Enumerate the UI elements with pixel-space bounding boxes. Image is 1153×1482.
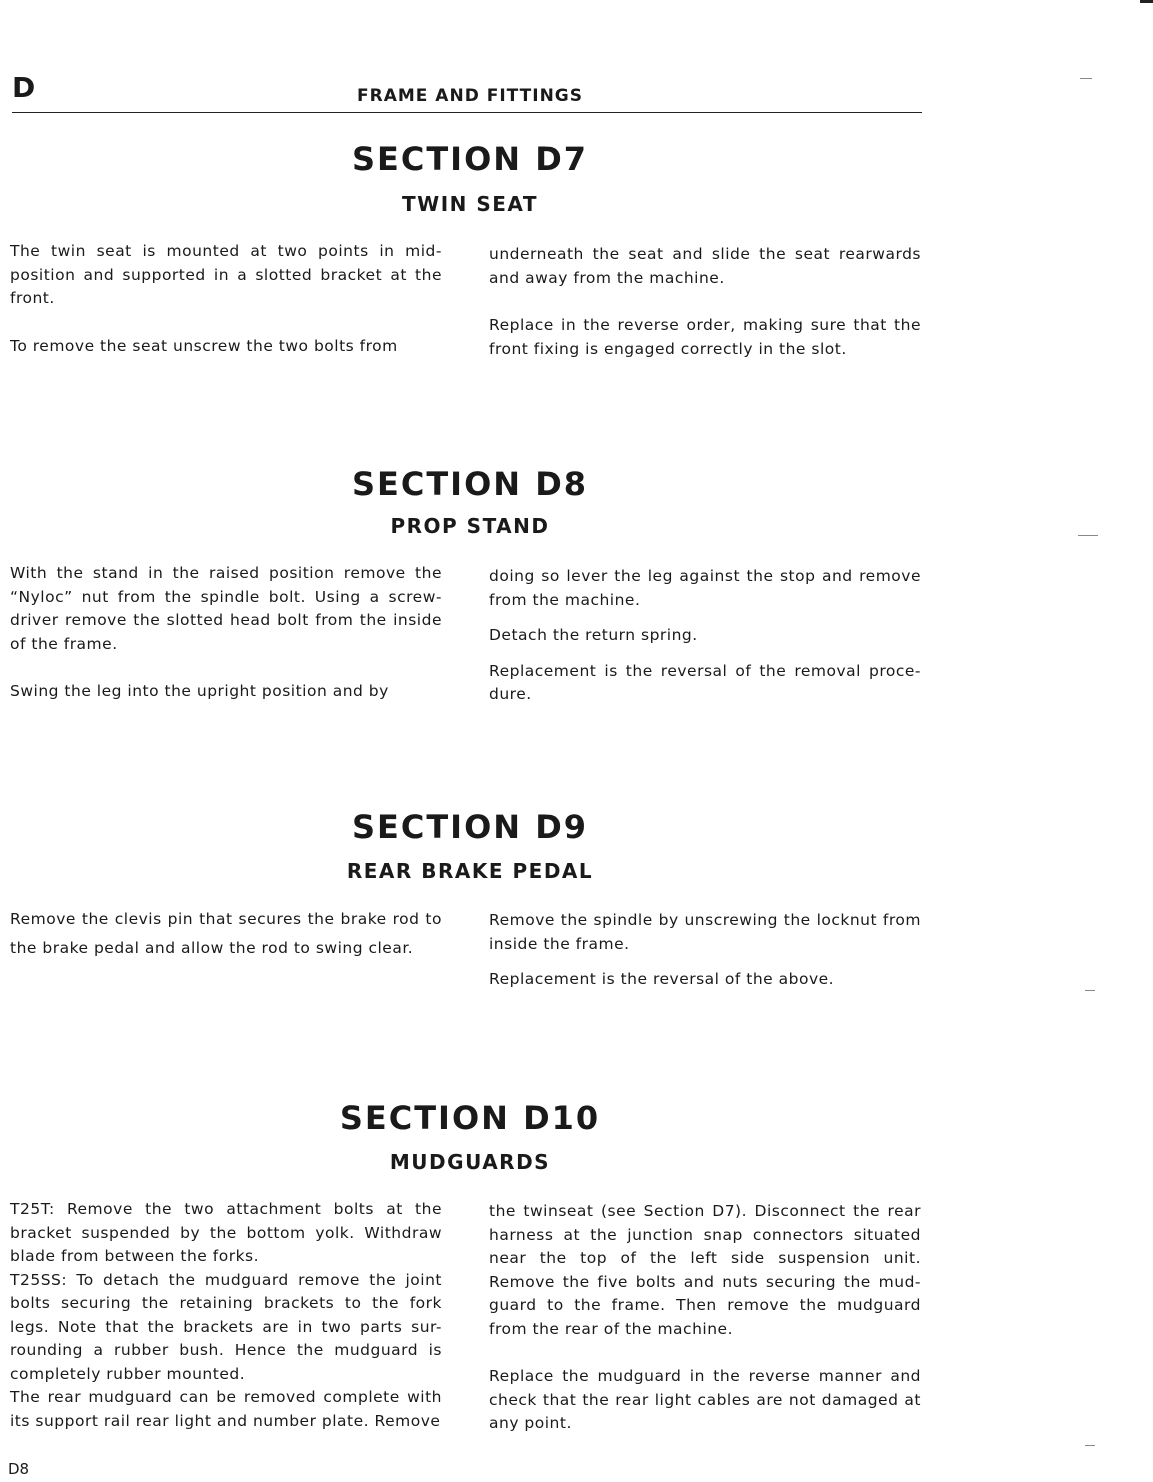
section-d8-right-column — [489, 565, 921, 707]
section-d10-left-column — [10, 1198, 442, 1433]
scan-mark — [1085, 990, 1095, 991]
section-d10-right-column — [489, 1200, 921, 1436]
paragraph: T25T: Remove the two attachment bolts at the bracket suspended by the bottom yolk. Withdraw blade from between the forks. — [10, 1200, 442, 1265]
section-d7-right-column — [489, 243, 921, 361]
section-d7-left-column — [10, 240, 442, 358]
section-d10-title: SECTION D10 — [339, 1099, 601, 1137]
section-d8-subtitle: PROP STAND — [390, 514, 550, 538]
paragraph: the twinseat (see Section D7). Disconnect the rear harness at the junction snap connectors situated near the top of the left side suspension unit. Remove the five bolts and nuts securing the mud-guard to the frame. Then remove the mudguard from the rear of the machine. — [489, 1202, 921, 1338]
paragraph: Remove the spindle by unscrewing the locknut from inside the frame. — [489, 911, 921, 953]
section-d8-title: SECTION D8 — [351, 465, 589, 503]
paragraph: With the stand in the raised position remove the “Nyloc” nut from the spindle bolt. Using a screw-driver remove the slotted head bolt from the inside of the frame. — [10, 564, 442, 653]
section-d9-title: SECTION D9 — [351, 808, 589, 846]
chapter-letter: D — [12, 71, 36, 104]
section-d7-subtitle: TWIN SEAT — [402, 192, 538, 216]
section-d7-title: SECTION D7 — [351, 140, 589, 178]
scan-mark — [1078, 535, 1098, 536]
paragraph: T25SS: To detach the mudguard remove the joint bolts securing the retaining brackets to the fork legs. Note that the brackets are in two parts sur-rounding a rubber bush. Hence the mudguard is completely rubber mounted. — [10, 1270, 442, 1383]
paragraph: The rear mudguard can be removed complete with its support rail rear light and number plate. Remove — [10, 1388, 442, 1430]
paragraph: Replace the mudguard in the reverse manner and check that the rear light cables are not damaged at any point. — [489, 1367, 921, 1432]
scan-mark — [1140, 0, 1153, 3]
paragraph: To remove the seat unscrew the two bolts from — [10, 336, 398, 355]
paragraph: underneath the seat and slide the seat rearwards and away from the machine. — [489, 245, 921, 287]
paragraph: Swing the leg into the upright position and by — [10, 682, 389, 700]
paragraph: Detach the return spring. — [489, 626, 698, 644]
paragraph: Replacement is the reversal of the above. — [489, 970, 835, 988]
paragraph: The twin seat is mounted at two points in mid-position and supported in a slotted bracket at the front. — [10, 242, 442, 307]
page-number: D8 — [8, 1460, 30, 1478]
paragraph: Replace in the reverse order, making sure that the front fixing is engaged correctly in the slot. — [489, 316, 921, 358]
header-rule — [12, 112, 922, 113]
section-d8-left-column — [10, 562, 442, 704]
scan-mark — [1085, 1445, 1095, 1446]
chapter-title: FRAME AND FITTINGS — [357, 86, 583, 106]
section-d9-subtitle: REAR BRAKE PEDAL — [346, 859, 594, 883]
paragraph: Remove the clevis pin that secures the brake rod to the brake pedal and allow the rod to swing clear. — [10, 910, 442, 957]
section-d10-subtitle: MUDGUARDS — [389, 1150, 551, 1174]
paragraph: Replacement is the reversal of the removal proce-dure. — [489, 661, 921, 703]
section-d9-left-column — [10, 905, 442, 963]
section-d9-right-column — [489, 909, 921, 992]
paragraph: doing so lever the leg against the stop and remove from the machine. — [489, 567, 921, 609]
scan-mark — [1080, 78, 1092, 79]
